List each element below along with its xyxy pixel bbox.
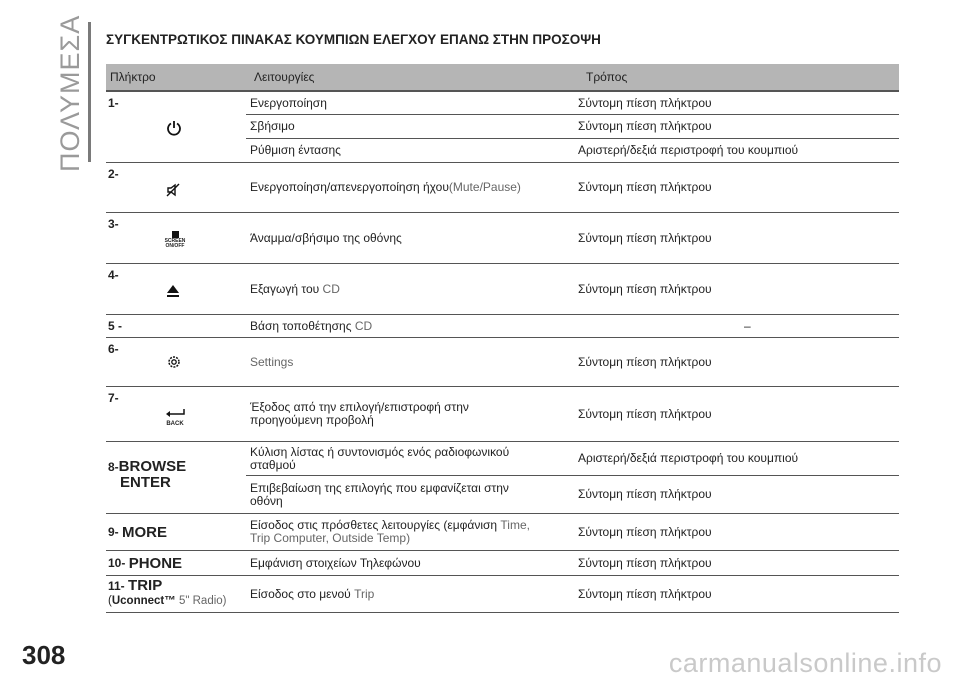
mode-cell: Σύντομη πίεση πλήκτρου [578,406,712,421]
key-label: PHONE [128,554,183,572]
key-cell [106,442,246,513]
function-text: Επιβεβαίωση της επιλογής που εμφανίζεται στην [250,480,509,495]
row-number: 4- [108,268,119,282]
eject-icon [166,284,180,301]
row-number: 8- [108,460,119,474]
function-text: Είσοδος στο μενού [250,586,351,601]
key-label: MORE [122,523,168,541]
icon-label: SCREEN [164,238,186,244]
key-cell-content [106,514,246,550]
mode-cell: Σύντομη πίεση πλήκτρου [578,230,712,245]
table-subrow [246,92,899,114]
square-icon [172,231,179,238]
function-cell [246,519,574,545]
row-number: 9- [108,525,119,539]
function-cell: Ενεργοποίηση [250,95,327,110]
table-subrow [246,514,899,550]
controls-table [106,64,899,613]
key-cell [106,92,246,162]
function-note: CD [354,318,373,333]
key-cell [106,213,246,263]
mute-icon [166,183,182,200]
function-note: Time, [500,518,530,532]
mode-cell: Σύντομη πίεση πλήκτρου [578,281,712,296]
function-cell: Ρύθμιση έντασης [250,143,341,157]
function-note: (Mute/Pause) [448,180,521,194]
key-cell [106,315,246,337]
function-cell: Εμφάνιση στοιχείων Τηλεφώνου [250,555,421,570]
mode-cell: – [744,318,751,333]
table-row [106,315,899,338]
column-header-key: Πλήκτρο [110,70,156,84]
table-subrow [246,163,899,212]
page-heading: ΣΥΓΚΕΝΤΡΩΤΙΚΟΣ ΠΙΝΑΚΑΣ ΚΟΥΜΠΙΩΝ ΕΛΕΓΧΟΥ ΕΠΑΝΩ ΣΤΗΝ ΠΡΟΣΟΨΗ [106,32,601,47]
function-cell [246,401,574,427]
table-row [106,387,899,442]
table-subrow [246,114,899,138]
key-note-text: 5" Radio) [178,595,227,607]
table-row [106,92,899,163]
section-divider [88,22,91,162]
function-cell [246,446,574,472]
key-note-brand: Uconnect™ [111,595,176,607]
key-label: ENTER [120,474,171,491]
function-text: Εξαγωγή του [250,281,320,296]
table-subrow [246,264,899,314]
function-text: σταθμού [250,457,296,472]
table-row [106,551,899,576]
table-subrow [246,338,899,386]
table-header [106,64,899,92]
mode-cell: Σύντομη πίεση πλήκτρου [578,180,712,194]
function-text: Είσοδος στις πρόσθετες λειτουργίες (εμφάνιση [250,518,498,532]
table-subrow [246,551,899,575]
mode-cell: Αριστερή/δεξιά περιστροφή του κουμπιού [578,451,799,465]
function-text: Κύλιση λίστας ή συντονισμός ενός ραδιοφωνικού [250,444,510,459]
mode-cell: Σύντομη πίεση πλήκτρου [578,95,712,110]
function-text: οθόνη [250,493,283,508]
function-cell [246,181,574,194]
row-number: 10- [108,556,126,570]
key-note [108,595,227,607]
mode-cell: Σύντομη πίεση πλήκτρου [578,487,712,501]
function-note: CD [322,281,340,296]
column-header-function: Λειτουργίες [254,70,315,84]
function-cell: Settings [250,354,294,369]
table-row [106,576,899,613]
key-cell [106,163,246,212]
table-row [106,163,899,213]
key-cell [106,338,246,386]
page-number: 308 [22,640,66,670]
function-cell [246,482,574,508]
key-cell [106,387,246,441]
function-note: Trip [354,586,375,601]
function-cell [246,588,574,601]
icon-label: BACK [166,421,184,427]
function-text: Ενεργοποίηση/απενεργοποίηση ήχου [250,180,449,194]
row-number: 1- [108,96,119,110]
row-number: 6- [108,342,119,356]
table-subrow [246,213,899,263]
table-row [106,264,899,315]
row-number: 3- [108,217,119,231]
function-text: Βάση τοποθέτησης [250,318,352,333]
function-text: Έξοδος από την επιλογή/επιστροφή στην [250,400,469,414]
mode-cell: Σύντομη πίεση πλήκτρου [578,586,712,601]
function-cell [246,283,574,296]
table-row [106,442,899,514]
key-cell [106,576,246,612]
key-label: TRIP [128,577,163,594]
row-number: 5 - [108,319,123,333]
row-number: 2- [108,167,119,181]
function-cell: Σβήσιμο [250,119,295,133]
function-text: προηγούμενη προβολή [250,413,374,427]
function-note: Trip Computer, Outside Temp) [250,531,411,545]
section-title-vertical: ΠΟΛΥΜΕΣΑ [55,14,85,172]
mode-cell: Σύντομη πίεση πλήκτρου [578,555,712,570]
key-cell [106,551,246,575]
row-number: 7- [108,391,119,405]
column-header-mode: Τρόπος [586,70,628,84]
table-subrow [246,138,899,162]
row-number: 11- [108,579,125,593]
settings-icon [166,354,182,373]
table-subrow [246,475,899,513]
table-row [106,338,899,387]
table-subrow [246,315,899,337]
table-subrow [246,442,899,475]
key-label: BROWSE [118,458,187,475]
key-cell [106,514,246,550]
screen-onoff-icon [164,231,186,249]
key-cell [106,264,246,314]
table-row [106,213,899,264]
power-icon [166,120,182,139]
table-subrow [246,387,899,441]
mode-cell: Σύντομη πίεση πλήκτρου [578,354,712,369]
back-icon [162,407,188,427]
mode-cell: Σύντομη πίεση πλήκτρου [578,119,712,133]
key-cell-content [106,551,246,575]
icon-label: ON/OFF [165,243,185,249]
mode-cell: Σύντομη πίεση πλήκτρου [578,524,712,539]
mode-cell: Αριστερή/δεξιά περιστροφή του κουμπιού [578,143,799,157]
function-cell: Άναμμα/σβήσιμο της οθόνης [250,230,402,245]
table-subrow [246,576,899,612]
watermark: carmanualsonline.info [668,648,942,678]
function-cell [246,320,574,333]
table-row [106,514,899,551]
key-note-paren: ( [108,595,112,607]
